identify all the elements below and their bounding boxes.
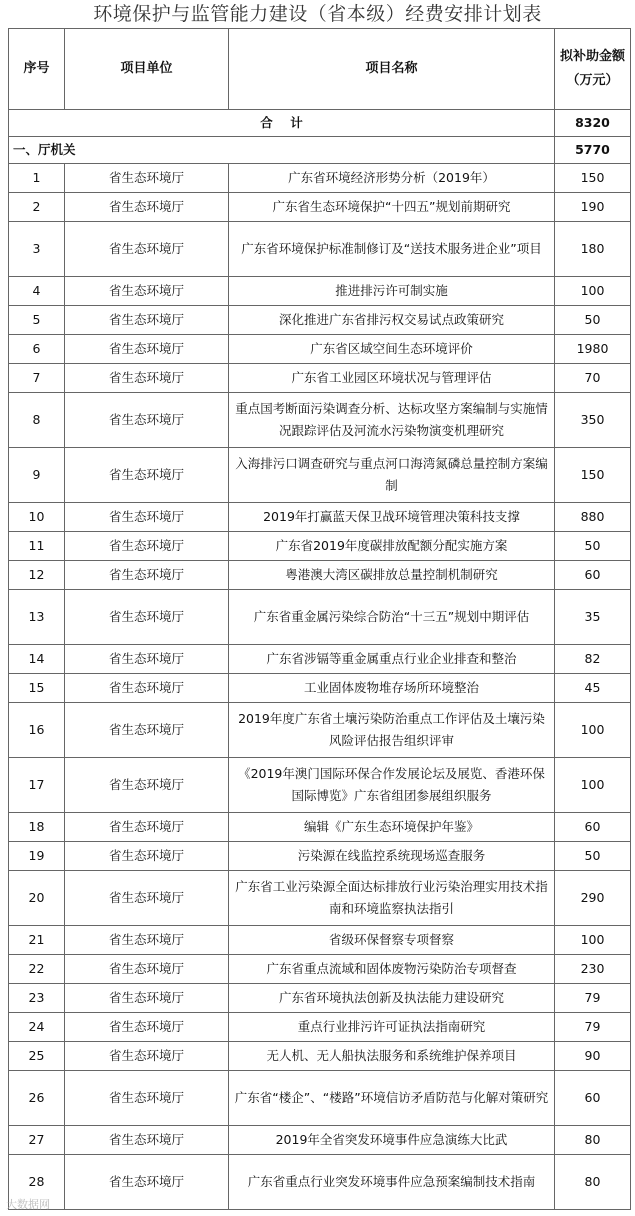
table-row [9,448,631,503]
row-seq: 10 [9,503,65,532]
row-name: 广东省环境保护标准制修订及“送技术服务进企业”项目 [229,222,555,277]
table-row [9,758,631,813]
row-name: 推进排污许可制实施 [229,277,555,306]
row-unit: 省生态环境厅 [65,1126,229,1155]
table-row [9,1155,631,1210]
row-amount: 60 [555,813,631,842]
row-name: 无人机、无人船执法服务和系统维护保养项目 [229,1042,555,1071]
row-seq: 15 [9,674,65,703]
row-unit: 省生态环境厅 [65,532,229,561]
row-seq: 7 [9,364,65,393]
row-unit: 省生态环境厅 [65,955,229,984]
row-amount: 100 [555,926,631,955]
row-seq: 21 [9,926,65,955]
row-amount: 45 [555,674,631,703]
row-name: 2019年度广东省土壤污染防治重点工作评估及土壤污染风险评估报告组织评审 [229,703,555,758]
row-amount: 90 [555,1042,631,1071]
table-row [9,193,631,222]
table-row [9,703,631,758]
row-unit: 省生态环境厅 [65,842,229,871]
row-unit: 省生态环境厅 [65,674,229,703]
table-row [9,645,631,674]
row-amount: 60 [555,561,631,590]
row-name: 工业固体废物堆存场所环境整治 [229,674,555,703]
total-label: 合 计 [9,110,555,137]
total-value: 8320 [555,110,631,137]
row-seq: 23 [9,984,65,1013]
table-row [9,335,631,364]
header-unit: 项目单位 [65,29,229,110]
row-unit: 省生态环境厅 [65,984,229,1013]
row-unit: 省生态环境厅 [65,1071,229,1126]
row-amount: 290 [555,871,631,926]
table-row [9,871,631,926]
table-row [9,364,631,393]
row-seq: 16 [9,703,65,758]
row-amount: 79 [555,984,631,1013]
row-name: 入海排污口调查研究与重点河口海湾氮磷总量控制方案编制 [229,448,555,503]
row-seq: 26 [9,1071,65,1126]
row-amount: 60 [555,1071,631,1126]
row-seq: 19 [9,842,65,871]
table-row [9,590,631,645]
row-amount: 50 [555,306,631,335]
table-row [9,955,631,984]
row-unit: 省生态环境厅 [65,703,229,758]
row-unit: 省生态环境厅 [65,306,229,335]
row-unit: 省生态环境厅 [65,813,229,842]
row-unit: 省生态环境厅 [65,561,229,590]
row-seq: 5 [9,306,65,335]
row-unit: 省生态环境厅 [65,590,229,645]
table-header-row [9,29,631,110]
table-row [9,842,631,871]
row-seq: 11 [9,532,65,561]
table-row [9,532,631,561]
row-name: 广东省重点流域和固体废物污染防治专项督查 [229,955,555,984]
row-name: 2019年打赢蓝天保卫战环境管理决策科技支撑 [229,503,555,532]
row-name: 广东省工业污染源全面达标排放行业污染治理实用技术指南和环境监察执法指引 [229,871,555,926]
table-row [9,561,631,590]
row-seq: 8 [9,393,65,448]
row-name: 广东省工业园区环境状况与管理评估 [229,364,555,393]
row-seq: 22 [9,955,65,984]
row-seq: 12 [9,561,65,590]
row-name: 广东省“楼企”、“楼路”环境信访矛盾防范与化解对策研究 [229,1071,555,1126]
table-row [9,1071,631,1126]
row-unit: 省生态环境厅 [65,448,229,503]
budget-table [8,28,631,1210]
row-unit: 省生态环境厅 [65,222,229,277]
row-unit: 省生态环境厅 [65,393,229,448]
row-unit: 省生态环境厅 [65,335,229,364]
row-amount: 180 [555,222,631,277]
row-seq: 1 [9,164,65,193]
row-seq: 9 [9,448,65,503]
table-row [9,222,631,277]
row-amount: 350 [555,393,631,448]
row-amount: 880 [555,503,631,532]
row-unit: 省生态环境厅 [65,1013,229,1042]
row-amount: 100 [555,758,631,813]
row-name: 《2019年澳门国际环保合作发展论坛及展览、香港环保国际博览》广东省组团参展组织服务 [229,758,555,813]
table-row [9,306,631,335]
row-seq: 13 [9,590,65,645]
row-seq: 25 [9,1042,65,1071]
row-unit: 省生态环境厅 [65,364,229,393]
table-row [9,674,631,703]
row-amount: 35 [555,590,631,645]
row-seq: 27 [9,1126,65,1155]
row-unit: 省生态环境厅 [65,164,229,193]
row-amount: 100 [555,277,631,306]
table-row [9,503,631,532]
table-row [9,813,631,842]
table-row [9,926,631,955]
row-name: 污染源在线监控系统现场巡查服务 [229,842,555,871]
row-name: 重点行业排污许可证执法指南研究 [229,1013,555,1042]
table-row [9,393,631,448]
row-amount: 82 [555,645,631,674]
row-amount: 190 [555,193,631,222]
row-unit: 省生态环境厅 [65,277,229,306]
row-seq: 28 [9,1155,65,1210]
row-name: 广东省区域空间生态环境评价 [229,335,555,364]
row-unit: 省生态环境厅 [65,871,229,926]
row-amount: 50 [555,842,631,871]
table-row [9,277,631,306]
total-row [9,110,631,137]
row-amount: 1980 [555,335,631,364]
row-name: 编辑《广东生态环境保护年鉴》 [229,813,555,842]
table-row [9,984,631,1013]
watermark: 大数据网 [6,1198,50,1211]
row-name: 广东省涉镉等重金属重点行业企业排查和整治 [229,645,555,674]
row-seq: 24 [9,1013,65,1042]
row-amount: 79 [555,1013,631,1042]
row-amount: 100 [555,703,631,758]
row-name: 2019年全省突发环境事件应急演练大比武 [229,1126,555,1155]
row-unit: 省生态环境厅 [65,193,229,222]
row-name: 广东省生态环境保护“十四五”规划前期研究 [229,193,555,222]
row-seq: 18 [9,813,65,842]
row-unit: 省生态环境厅 [65,503,229,532]
row-seq: 20 [9,871,65,926]
row-amount: 150 [555,164,631,193]
row-name: 深化推进广东省排污权交易试点政策研究 [229,306,555,335]
row-amount: 80 [555,1155,631,1210]
row-name: 广东省环境执法创新及执法能力建设研究 [229,984,555,1013]
row-name: 重点国考断面污染调查分析、达标攻坚方案编制与实施情况跟踪评估及河流水污染物演变机理研究 [229,393,555,448]
table-row [9,1126,631,1155]
header-seq: 序号 [9,29,65,110]
document-title: 环境保护与监管能力建设（省本级）经费安排计划表 [93,3,542,25]
row-seq: 3 [9,222,65,277]
row-name: 粤港澳大湾区碳排放总量控制机制研究 [229,561,555,590]
row-unit: 省生态环境厅 [65,758,229,813]
section-value: 5770 [555,137,631,164]
row-name: 广东省重金属污染综合防治“十三五”规划中期评估 [229,590,555,645]
row-amount: 50 [555,532,631,561]
row-name: 广东省环境经济形势分析（2019年） [229,164,555,193]
row-seq: 14 [9,645,65,674]
table-row [9,164,631,193]
row-seq: 6 [9,335,65,364]
row-amount: 230 [555,955,631,984]
row-unit: 省生态环境厅 [65,1042,229,1071]
row-amount: 80 [555,1126,631,1155]
row-seq: 4 [9,277,65,306]
header-name: 项目名称 [229,29,555,110]
row-amount: 70 [555,364,631,393]
section-row [9,137,631,164]
row-unit: 省生态环境厅 [65,926,229,955]
row-name: 广东省重点行业突发环境事件应急预案编制技术指南 [229,1155,555,1210]
section-label: 一、厅机关 [9,137,555,164]
table-row [9,1042,631,1071]
table-row [9,1013,631,1042]
row-unit: 省生态环境厅 [65,1155,229,1210]
row-name: 省级环保督察专项督察 [229,926,555,955]
row-amount: 150 [555,448,631,503]
row-name: 广东省2019年度碳排放配额分配实施方案 [229,532,555,561]
row-unit: 省生态环境厅 [65,645,229,674]
header-amount: 拟补助金额（万元） [555,29,631,110]
row-seq: 2 [9,193,65,222]
row-seq: 17 [9,758,65,813]
